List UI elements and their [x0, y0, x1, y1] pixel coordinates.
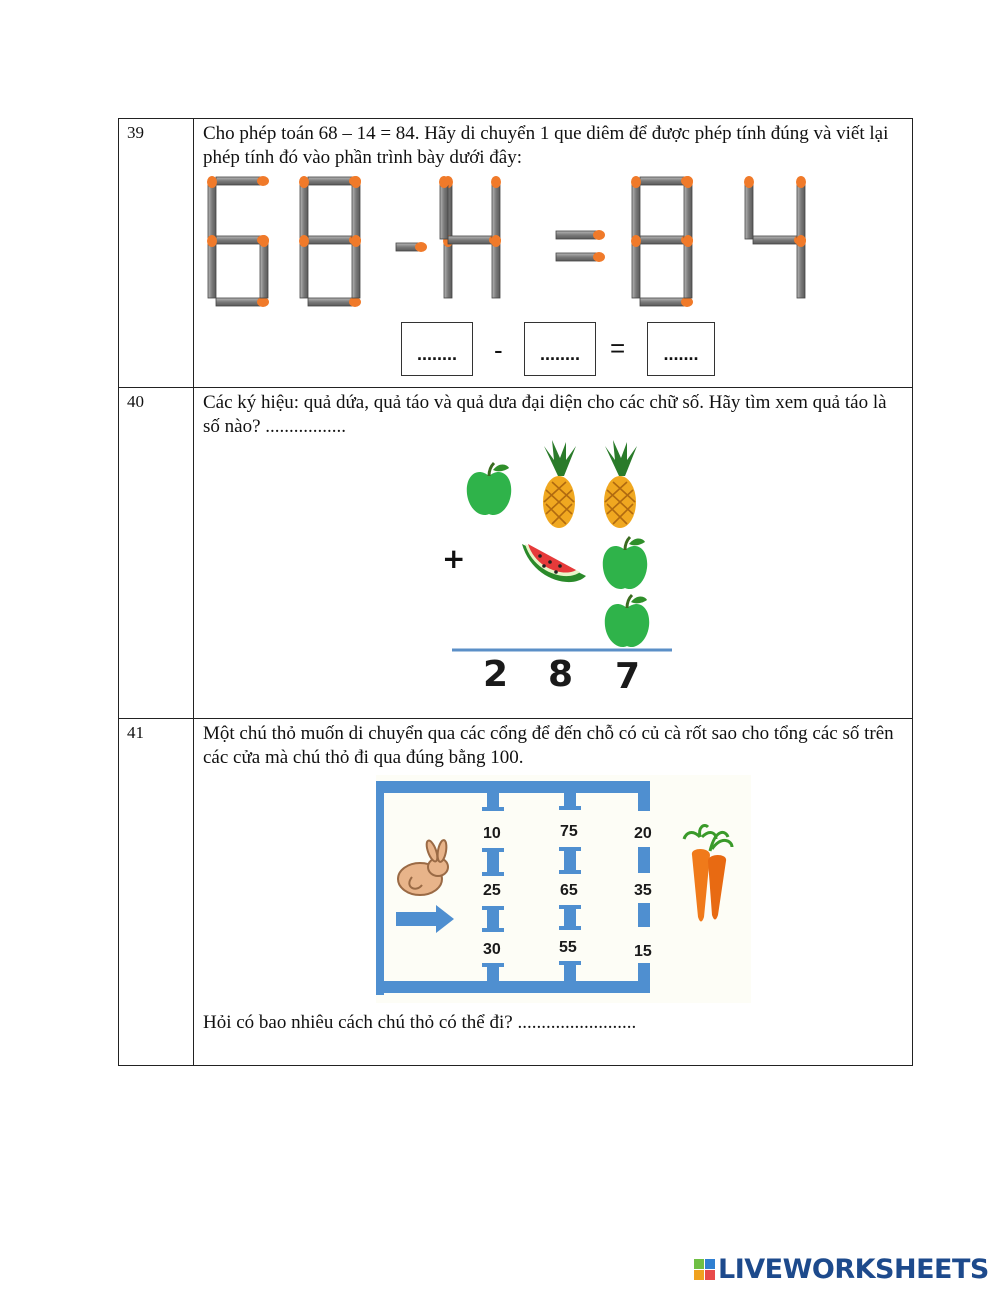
question-row-41 [119, 719, 913, 1066]
question-text: Một chú thỏ muốn di chuyển qua các cổng để đến chỗ có củ cà rốt sao cho tổng các số trên các cửa mà chú thỏ đi qua đúng bằng 100. [203, 723, 894, 768]
answer-box-3[interactable]: ....... [647, 322, 715, 376]
match-head [351, 176, 361, 188]
match-head [796, 176, 806, 188]
gate-number: 10 [483, 825, 501, 842]
matchstick [208, 244, 216, 298]
matchstick [556, 231, 596, 239]
match-head [257, 176, 269, 186]
match-head [681, 297, 693, 307]
match-head [257, 297, 269, 307]
question-text: Cho phép toán 68 – 14 = 84. Hãy di chuyển 1 que diêm để được phép tính đúng và viết lại phép tính đó vào phần trình bày dưới đây: [203, 123, 889, 168]
question-body [194, 388, 913, 719]
gate-number: 65 [560, 882, 578, 899]
question-row-39 [119, 119, 913, 388]
watermelon-icon [522, 544, 586, 582]
follow-up-question: Hỏi có bao nhiêu cách chú thỏ có thể đi? ......................... [203, 1012, 637, 1033]
matchstick [260, 244, 268, 298]
question-number: 40 [119, 388, 194, 719]
matchstick [216, 298, 260, 306]
matchstick [396, 243, 418, 251]
question-text: Các ký hiệu: quả dứa, quả táo và quả dưa đại diện cho các chữ số. Hãy tìm xem quả táo là số nào? ................. [203, 392, 887, 437]
match-head [593, 230, 605, 240]
match-head [207, 235, 217, 247]
result-digit: 2 [483, 654, 509, 695]
matchstick [684, 244, 692, 298]
matchstick [448, 236, 492, 244]
matchstick [308, 236, 352, 244]
match-head [351, 235, 361, 247]
matchstick [632, 185, 640, 239]
match-head [299, 235, 309, 247]
match-head [631, 235, 641, 247]
match-head [491, 176, 501, 188]
match-head [796, 235, 806, 247]
gate-number: 25 [483, 882, 501, 899]
match-head [349, 297, 361, 307]
answer-box-2[interactable]: ........ [524, 322, 596, 376]
match-head [683, 235, 693, 247]
gate-number: 35 [634, 882, 652, 899]
gate-number: 15 [634, 943, 652, 960]
matchstick [797, 244, 805, 298]
minus-sign: - [494, 335, 503, 365]
question-body [194, 719, 913, 1066]
match-head [491, 235, 501, 247]
logo-text: LIVEWORKSHEETS [718, 1253, 989, 1285]
question-body [194, 119, 913, 388]
matchstick [492, 185, 500, 239]
question-row-40 [119, 388, 913, 719]
matchstick [797, 185, 805, 239]
matchstick [640, 236, 684, 244]
gate-number: 20 [634, 825, 652, 842]
question-number: 41 [119, 719, 194, 1066]
matchstick [216, 177, 260, 185]
apple-icon [467, 463, 511, 515]
matchstick [308, 298, 352, 306]
pineapple-icon [543, 440, 576, 528]
result-digit: 8 [548, 654, 574, 695]
matchstick [300, 244, 308, 298]
match-head [299, 176, 309, 188]
matchstick [352, 185, 360, 239]
equals-sign: = [610, 333, 626, 363]
matchstick [640, 177, 684, 185]
gate-number: 75 [560, 823, 578, 840]
apple-icon [605, 595, 649, 647]
matchstick [492, 244, 500, 298]
matchstick [352, 244, 360, 298]
match-head [683, 176, 693, 188]
matchstick [745, 185, 753, 239]
worksheet [118, 118, 913, 1066]
match-head [439, 176, 449, 188]
liveworksheets-logo [694, 1254, 989, 1284]
matchstick [640, 298, 684, 306]
gate-number: 55 [559, 939, 577, 956]
matchstick [208, 185, 216, 239]
result-digit: 7 [615, 656, 641, 697]
match-head [744, 176, 754, 188]
apple-icon [603, 537, 647, 589]
match-head [593, 252, 605, 262]
matchstick [308, 177, 352, 185]
answer-box-1[interactable]: ........ [401, 322, 473, 376]
matchstick [300, 185, 308, 239]
match-head [207, 176, 217, 188]
match-head [631, 176, 641, 188]
matchstick [444, 244, 452, 298]
matchstick [753, 236, 797, 244]
matchstick [632, 244, 640, 298]
matchstick [216, 236, 260, 244]
pineapple-icon [604, 440, 637, 528]
matchstick [440, 185, 448, 239]
question-number: 39 [119, 119, 194, 388]
gate-number: 30 [483, 941, 501, 958]
match-head [415, 242, 427, 252]
question-table [118, 118, 913, 1066]
matchstick [684, 185, 692, 239]
matchstick [556, 253, 596, 261]
match-head [259, 235, 269, 247]
plus-sign: + [442, 542, 466, 575]
logo-mark-icon [694, 1259, 715, 1280]
